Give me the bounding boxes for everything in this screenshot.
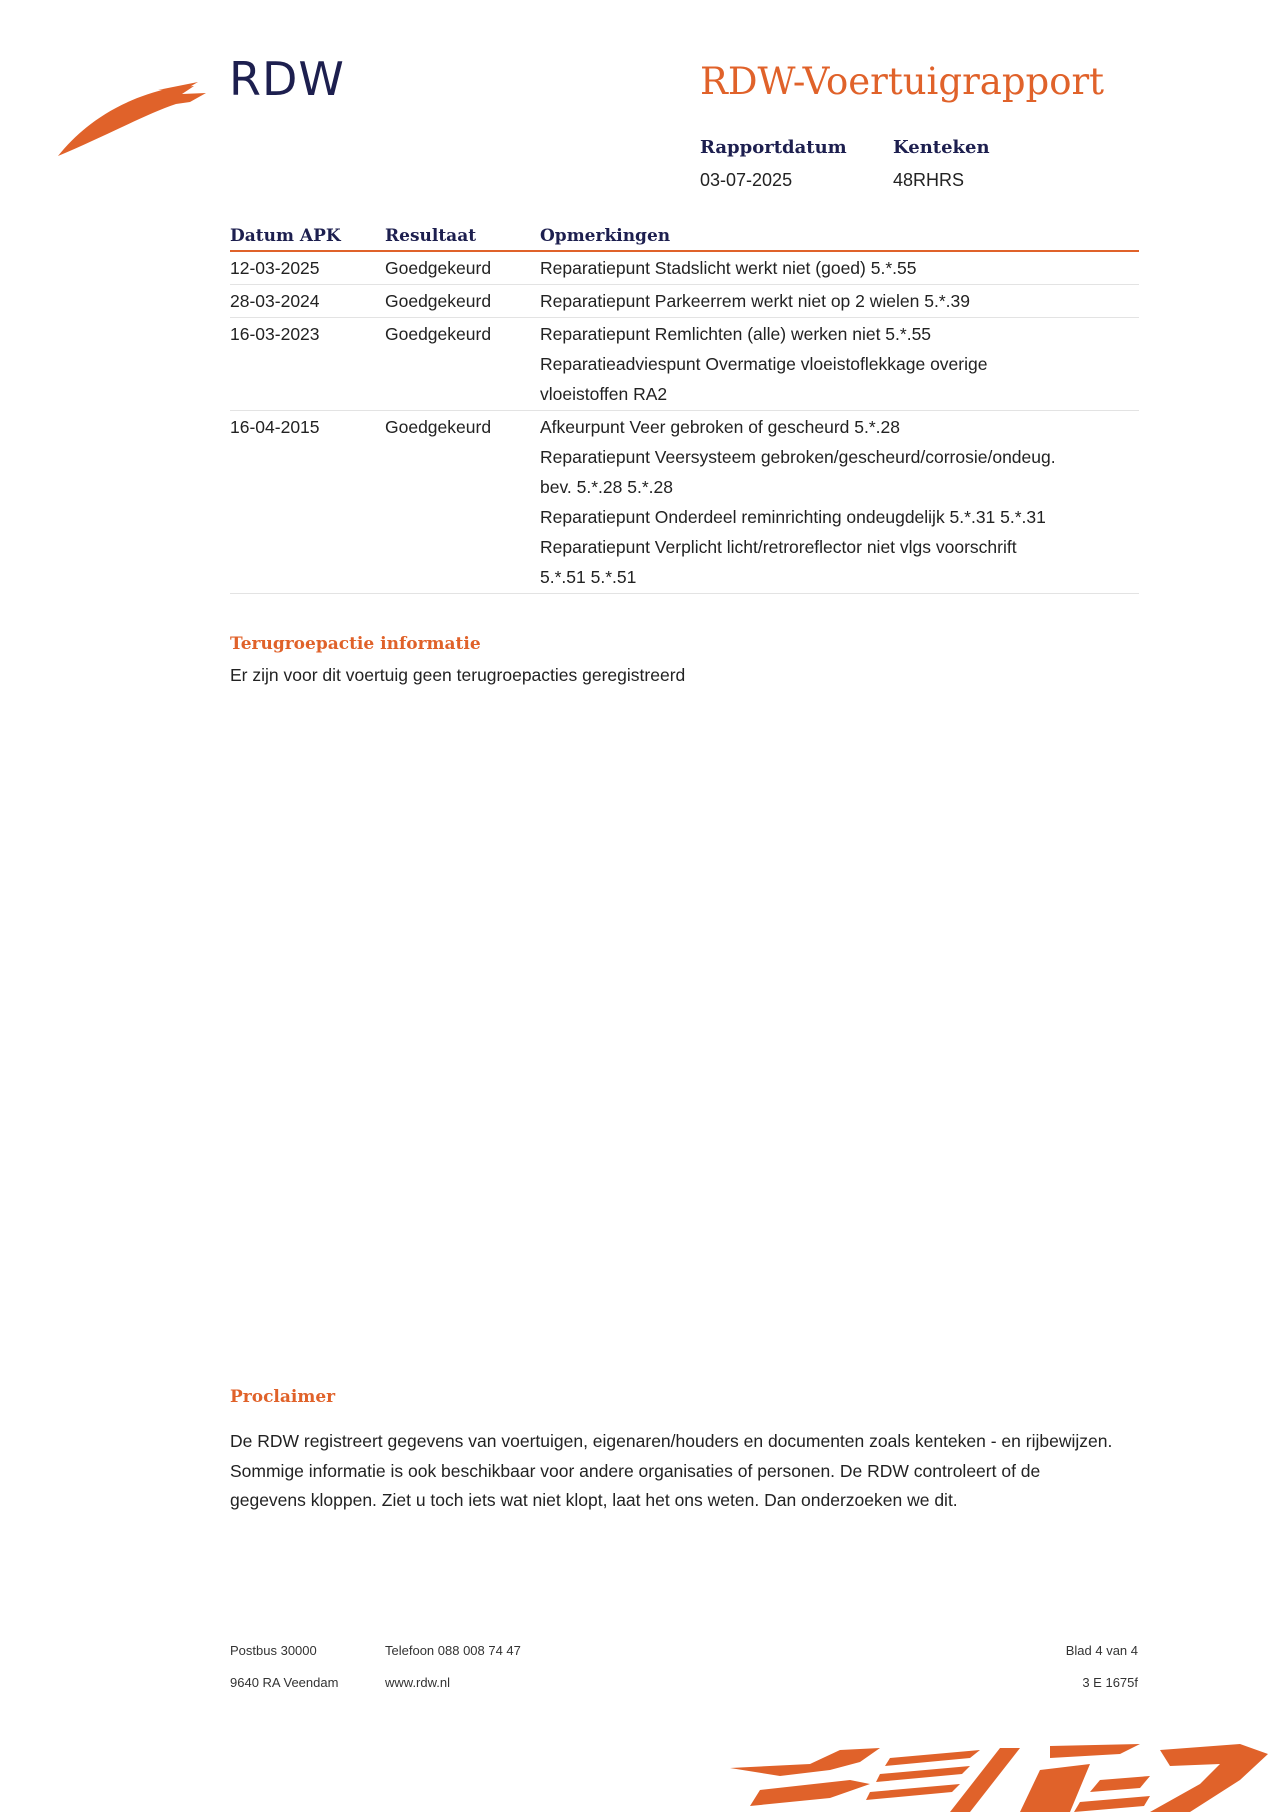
apk-result-cell: Goedgekeurd: [385, 291, 492, 311]
apk-table-row: [230, 318, 1139, 411]
apk-notes-cell: [540, 253, 1139, 283]
apk-note-line: vloeistoffen RA2: [540, 384, 668, 404]
apk-note-line: Reparatiepunt Veersysteem gebroken/gescheurd/corrosie/ondeug.: [540, 447, 1056, 467]
brand-name: RDW: [229, 52, 345, 106]
apk-note-line: Reparatiepunt Stadslicht werkt niet (goed) 5.*.55: [540, 258, 917, 278]
apk-result-cell: Goedgekeurd: [385, 417, 492, 437]
apk-result-cell: Goedgekeurd: [385, 324, 492, 344]
proclaimer-text: De RDW registreert gegevens van voertuigen, eigenaren/houders en documenten zoals kenteken - en rijbewijzen. Sommige informatie is ook beschikbaar voor andere organisaties of personen. De RDW controleert of de gegevens kloppen. Ziet u toch iets wat niet klopt, laat het ons weten. Dan onderzoeken we dit.: [230, 1431, 1113, 1510]
column-header-notes: Opmerkingen: [540, 226, 671, 246]
report-date-label: Rapportdatum: [700, 137, 847, 158]
apk-note-line: Reparatiepunt Remlichten (alle) werken niet 5.*.55: [540, 324, 932, 344]
apk-note-line: Afkeurpunt Veer gebroken of gescheurd 5.*.28: [540, 417, 900, 437]
column-header-date: Datum APK: [230, 226, 341, 246]
footer-website: www.rdw.nl: [385, 1675, 451, 1690]
footer-city: 9640 RA Veendam: [230, 1675, 339, 1690]
apk-note-line: 5.*.51 5.*.51: [540, 567, 637, 587]
apk-table-row: [230, 252, 1139, 285]
proclaimer-title: Proclaimer: [230, 1387, 336, 1407]
apk-notes-cell: [540, 412, 1139, 592]
report-date-block: [700, 137, 847, 191]
plate-block: [893, 137, 990, 191]
apk-date-cell: 16-04-2015: [230, 417, 320, 437]
apk-table-header: [230, 226, 1139, 252]
apk-note-line: Reparatiepunt Parkeerrem werkt niet op 2 wielen 5.*.39: [540, 291, 970, 311]
apk-date-cell: 16-03-2023: [230, 324, 320, 344]
column-header-result: Resultaat: [385, 226, 477, 246]
apk-result-cell: Goedgekeurd: [385, 258, 492, 278]
recall-text: Er zijn voor dit voertuig geen terugroepacties geregistreerd: [230, 665, 686, 685]
footer-page-number: Blad 4 van 4: [1065, 1643, 1138, 1658]
footer-document-code: 3 E 1675f: [1082, 1675, 1138, 1690]
plate-value: 48RHRS: [893, 170, 965, 190]
recall-title: Terugroepactie informatie: [230, 634, 481, 654]
rdw-wing-logo-icon: [58, 80, 208, 160]
apk-table-row: [230, 411, 1139, 594]
decorative-stripes-icon: [720, 1740, 1280, 1812]
apk-note-line: Reparatiepunt Onderdeel reminrichting ondeugdelijk 5.*.31 5.*.31: [540, 507, 1046, 527]
apk-note-line: Reparatieadviespunt Overmatige vloeistoflekkage overige: [540, 354, 988, 374]
footer-postbus: Postbus 30000: [230, 1643, 317, 1658]
apk-table-row: [230, 285, 1139, 318]
apk-notes-cell: [540, 319, 1139, 409]
report-title: RDW-Voertuigrapport: [700, 60, 1105, 103]
apk-table: [230, 226, 1139, 594]
apk-date-cell: 12-03-2025: [230, 258, 320, 278]
apk-note-line: bev. 5.*.28 5.*.28: [540, 477, 673, 497]
apk-note-line: Reparatiepunt Verplicht licht/retroreflector niet vlgs voorschrift: [540, 537, 1017, 557]
apk-date-cell: 28-03-2024: [230, 291, 320, 311]
plate-label: Kenteken: [893, 137, 990, 158]
footer-phone: Telefoon 088 008 74 47: [385, 1643, 521, 1658]
apk-table-body: [230, 252, 1139, 594]
report-date-value: 03-07-2025: [700, 170, 793, 190]
apk-notes-cell: [540, 286, 1139, 316]
